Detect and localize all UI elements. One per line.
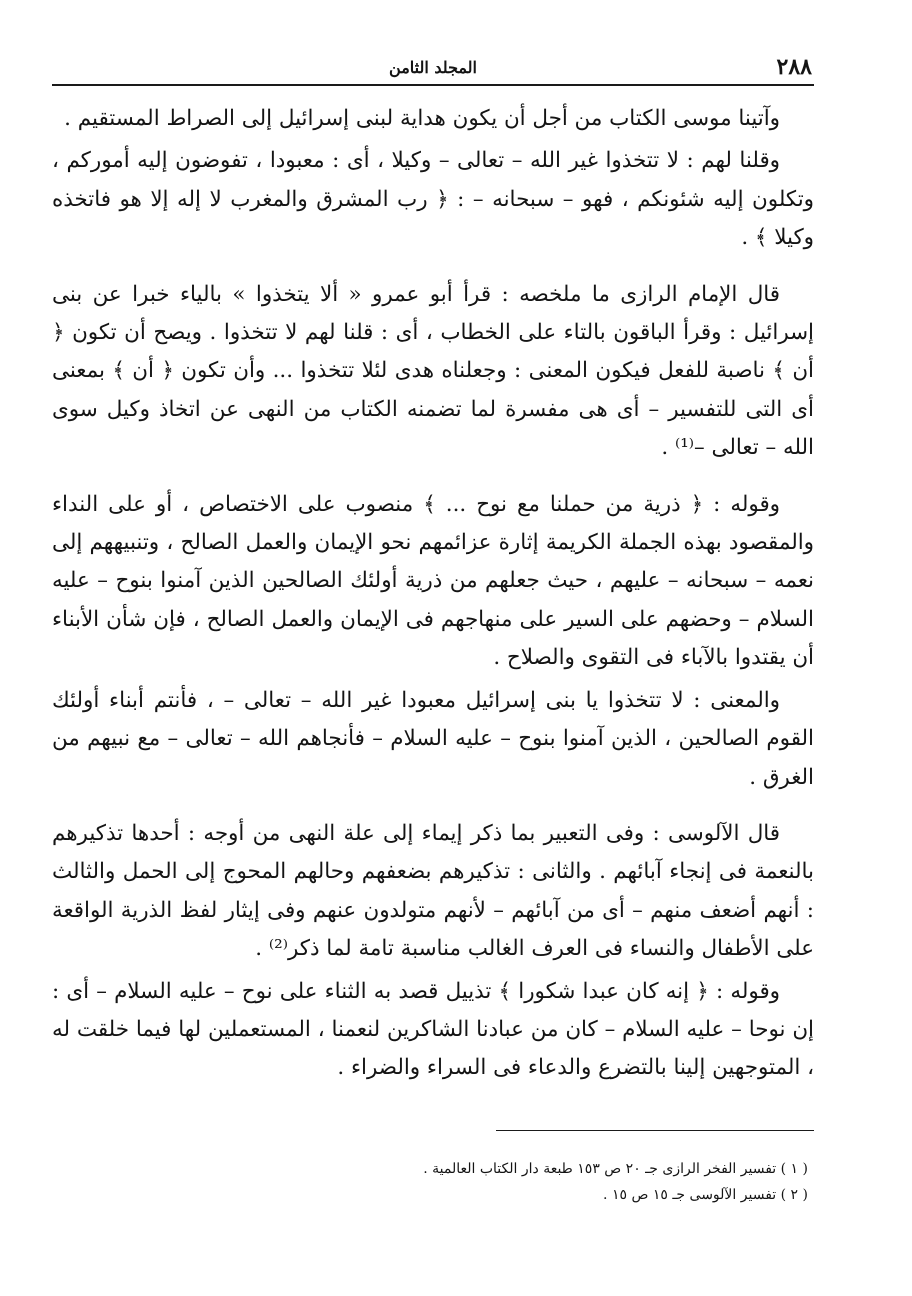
footnotes xyxy=(252,1156,808,1208)
paragraph: قال الإمام الرازى ما ملخصه : قرأ أبو عمرو « ألا يتخذوا » بالياء خبرا عن بنى إسرائيل : وقرأ الباقون بالتاء على الخطاب ، أى : قلنا لهم لا تتخذوا . ويصح أن تكون ﴿ أن ﴾ ناصبة للفعل فيكون المعنى : وجعلناه هدى لئلا تتخذوا ... وأن تكون ﴿ أن ﴾ بمعنى أى التى للتفسير – أى هى مفسرة لما تضمنه الكتاب من النهى عن اتخاذ وكيل سوى الله – تعالى –⁽¹⁾ . xyxy=(52,281,814,461)
running-title: المجلد الثامن xyxy=(389,58,477,77)
page-number: ٢٨٨ xyxy=(776,54,812,80)
paragraph: وقلنا لهم : لا تتخذوا غير الله – تعالى – وكيلا ، أى : معبودا ، تفوضون إليه أموركم ، وتكلون إليه شئونكم ، فهو – سبحانه – : ﴿ رب المشرق والمغرب لا إله إلا هو فاتخذه وكيلا ﴾ . xyxy=(52,148,814,251)
page-header xyxy=(52,48,814,86)
paragraph: وقوله : ﴿ ذرية من حملنا مع نوح ... ﴾ منصوب على الاختصاص ، أو على النداء والمقصود بهذه الجملة الكريمة إثارة عزائمهم نحو الإيمان والعمل الصالح ، وتنبيههم إلى نعمه – سبحانه – عليهم ، حيث جعلهم من ذرية أولئك الصالحين الذين آمنوا بنوح – عليه السلام – وحضهم على السير على منهاجهم فى الإيمان والعمل الصالح ، فإن شأن الأبناء أن يقتدوا بالآباء فى التقوى والصلاح . xyxy=(52,491,814,671)
footnote: ( ١ ) تفسير الفخر الرازى جـ ٢٠ ص ١٥٣ طبعة دار الكتاب العالمية . xyxy=(423,1161,808,1177)
paragraph: والمعنى : لا تتخذوا يا بنى إسرائيل معبودا غير الله – تعالى – ، فأنتم أبناء أولئك القوم الصالحين ، الذين آمنوا بنوح – عليه السلام – فأنجاهم الله – تعالى – مع نبيهم من الغرق . xyxy=(52,687,814,790)
body-text xyxy=(52,100,814,1088)
book-page xyxy=(52,48,814,1278)
footnote-divider xyxy=(496,1130,814,1131)
paragraph: وقوله : ﴿ إنه كان عبدا شكورا ﴾ تذييل قصد به الثناء على نوح – عليه السلام – أى : إن نوحا – عليه السلام – كان من عبادنا الشاكرين لنعمنا ، المستعملين لها فيما خلقت له ، المتوجهين إلينا بالتضرع والدعاء فى السراء والضراء . xyxy=(52,978,814,1081)
footnote: ( ٢ ) تفسير الآلوسى جـ ١٥ ص ١٥ . xyxy=(603,1187,808,1203)
paragraph: وآتينا موسى الكتاب من أجل أن يكون هداية لبنى إسرائيل إلى الصراط المستقيم . xyxy=(64,106,780,131)
paragraph: قال الآلوسى : وفى التعبير بما ذكر إيماء إلى علة النهى من أوجه : أحدها تذكيرهم بالنعمة فى إنجاء آبائهم . والثانى : تذكيرهم بضعفهم وحالهم المحوج إلى الحمل والثالث : أنهم أضعف منهم – أى من آبائهم – لأنهم متولدون عنهم وفى إيثار لفظ الذرية الواقعة على الأطفال والنساء فى العرف الغالب مناسبة تامة لما ذكر⁽²⁾ . xyxy=(52,820,814,962)
